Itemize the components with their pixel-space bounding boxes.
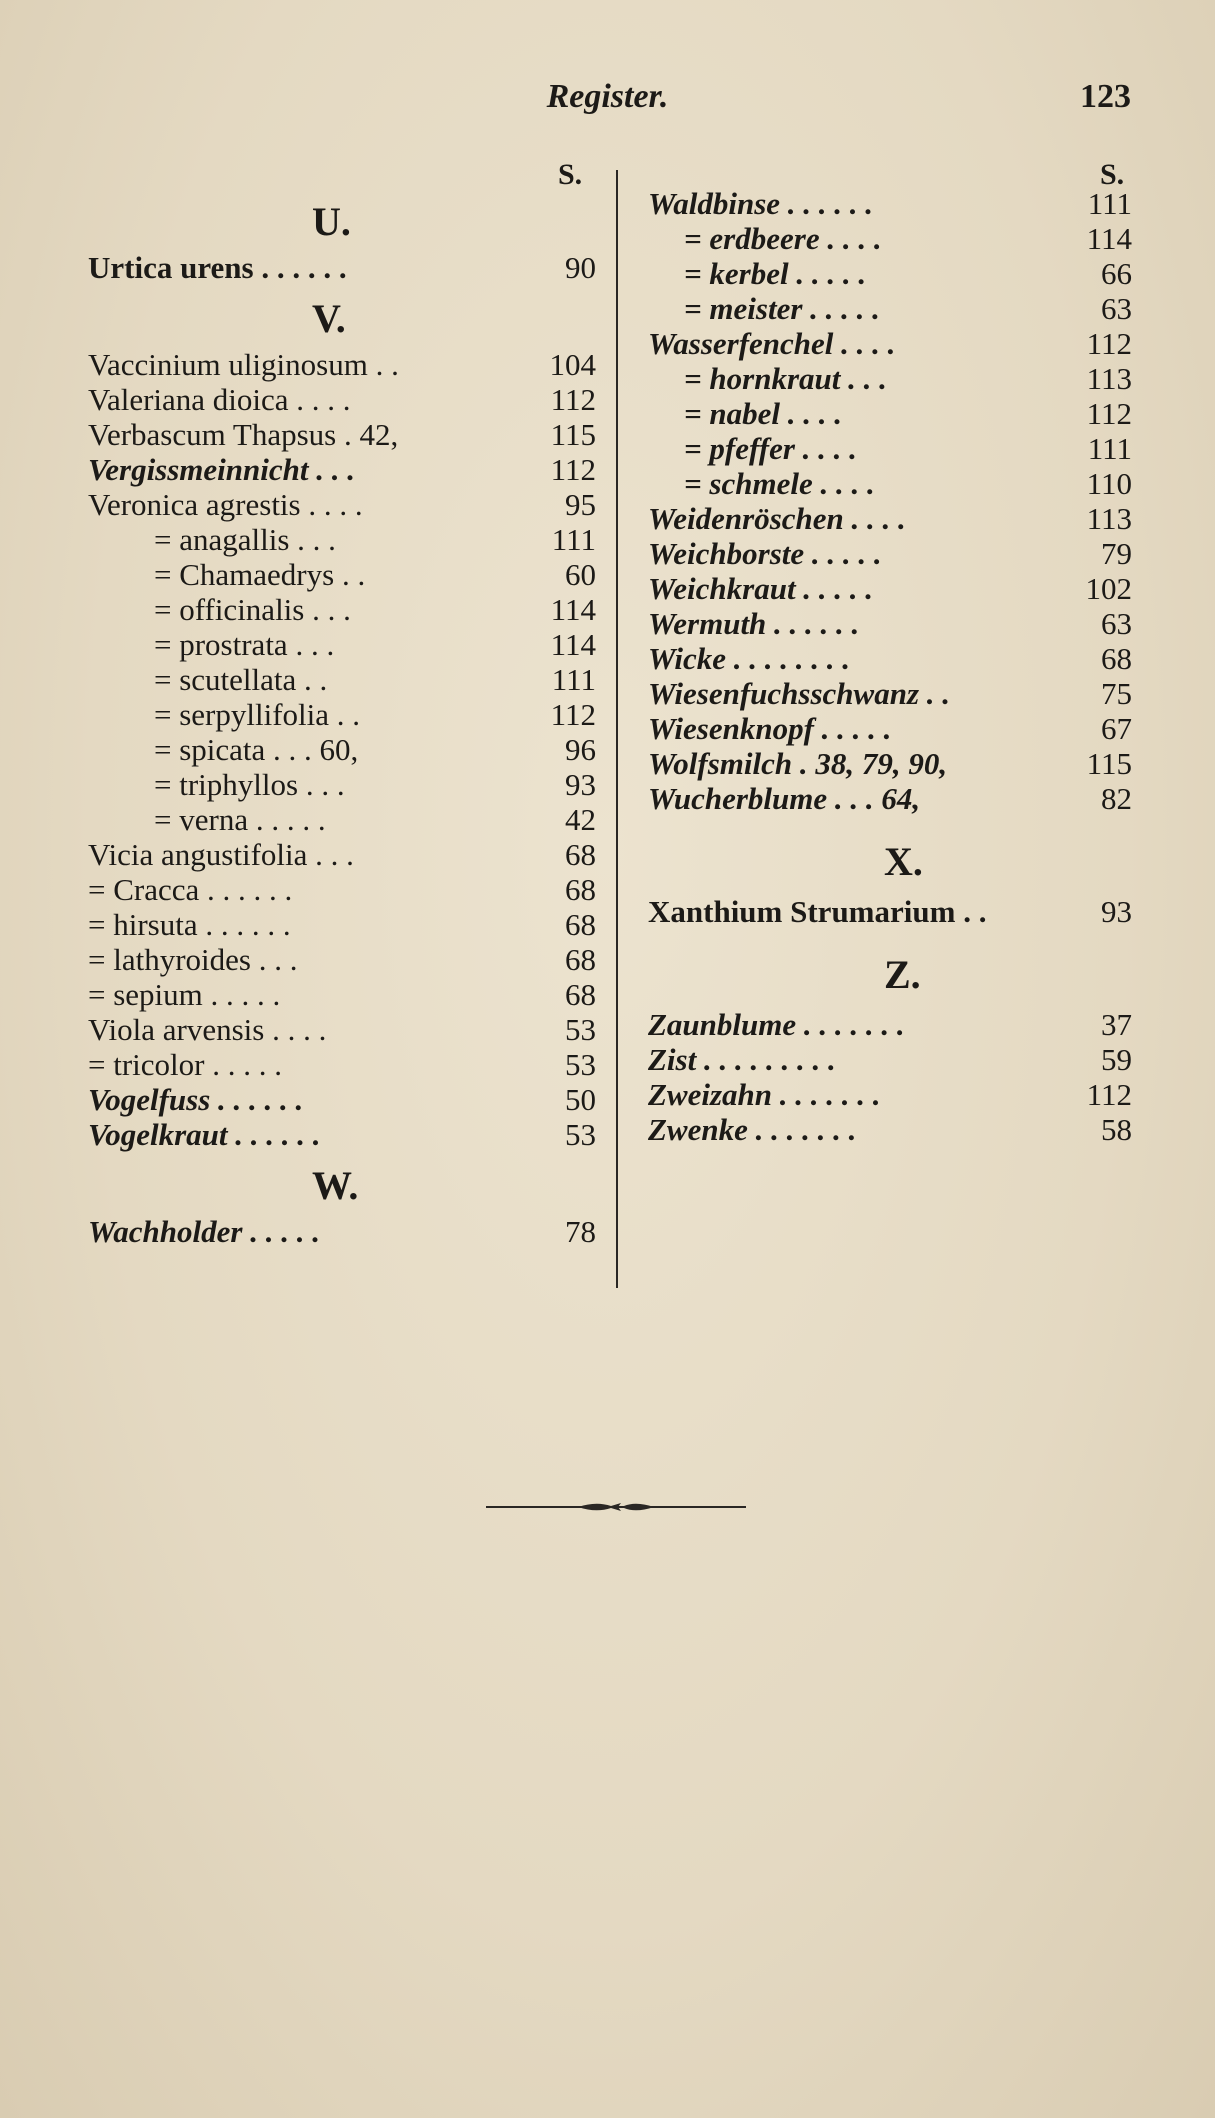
entry-page-ref: 68 [565, 907, 596, 942]
entry-term: Weidenröschen . . . . [648, 501, 906, 536]
entry-page-ref: 58 [1101, 1112, 1132, 1147]
entry-page-ref: 90 [565, 250, 596, 285]
index-entry [88, 1047, 596, 1083]
index-entry [648, 1042, 1132, 1078]
entry-term: Zist . . . . . . . . . [648, 1042, 836, 1077]
index-entry [648, 501, 1132, 537]
entry-term: Wachholder . . . . . [88, 1214, 320, 1249]
entry-term: Weichkraut . . . . . [648, 571, 874, 606]
page-column-header: S. [1100, 158, 1125, 191]
entry-page-ref: 50 [565, 1082, 596, 1117]
entry-term: = nabel . . . . [684, 396, 843, 431]
entry-page-ref: 59 [1101, 1042, 1132, 1077]
index-entry [88, 732, 596, 768]
index-entry [88, 347, 596, 383]
entry-term: Wolfsmilch . 38, 79, 90, [648, 746, 948, 781]
index-entry [648, 291, 1132, 327]
entry-term: = schmele . . . . [684, 466, 875, 501]
index-entry [88, 872, 596, 908]
section-letter: V. [312, 296, 346, 341]
entry-page-ref: 102 [1085, 571, 1132, 606]
entry-term: = kerbel . . . . . [684, 256, 867, 291]
page-number: 123 [1080, 78, 1131, 115]
entry-term: = triphyllos . . . [154, 767, 345, 802]
entry-term: Wucherblume . . . 64, [648, 781, 921, 816]
index-entry [648, 711, 1132, 747]
entry-term: Viola arvensis . . . . [88, 1012, 327, 1047]
index-entry [88, 1117, 596, 1153]
entry-term: = verna . . . . . [154, 802, 326, 837]
index-entry [648, 781, 1132, 817]
entry-page-ref: 115 [1086, 746, 1132, 781]
entry-page-ref: 114 [550, 592, 596, 627]
section-letter: U. [312, 199, 351, 244]
entry-page-ref: 96 [565, 732, 596, 767]
entry-term: = scutellata . . [154, 662, 328, 697]
entry-page-ref: 68 [565, 977, 596, 1012]
entry-term: = hornkraut . . . [684, 361, 887, 396]
entry-term: = hirsuta . . . . . . [88, 907, 291, 942]
index-entry [648, 536, 1132, 572]
entry-page-ref: 112 [1086, 396, 1132, 431]
entry-term: Xanthium Strumarium . . [648, 894, 987, 929]
entry-term: = prostrata . . . [154, 627, 335, 662]
index-entry [88, 627, 596, 663]
entry-page-ref: 68 [565, 837, 596, 872]
index-entry [648, 361, 1132, 397]
entry-page-ref: 111 [1087, 186, 1132, 221]
index-entry [88, 452, 596, 488]
entry-term: = spicata . . . 60, [154, 732, 359, 767]
entry-term: = pfeffer . . . . [684, 431, 857, 466]
entry-page-ref: 112 [1086, 1077, 1132, 1112]
entry-page-ref: 66 [1101, 256, 1132, 291]
entry-page-ref: 63 [1101, 291, 1132, 326]
entry-term: = Chamaedrys . . [154, 557, 366, 592]
entry-page-ref: 53 [565, 1047, 596, 1082]
entry-page-ref: 95 [565, 487, 596, 522]
entry-term: Wasserfenchel . . . . [648, 326, 896, 361]
index-entry [648, 396, 1132, 432]
index-entry [648, 186, 1132, 222]
entry-page-ref: 112 [550, 697, 596, 732]
index-entry [88, 592, 596, 628]
entry-page-ref: 67 [1101, 711, 1132, 746]
entry-page-ref: 68 [1101, 641, 1132, 676]
index-entry [648, 571, 1132, 607]
index-entry [648, 256, 1132, 292]
entry-term: = sepium . . . . . [88, 977, 281, 1012]
entry-page-ref: 111 [551, 522, 596, 557]
index-entry [88, 837, 596, 873]
index-entry [88, 487, 596, 523]
entry-page-ref: 63 [1101, 606, 1132, 641]
entry-term: Vogelfuss . . . . . . [88, 1082, 304, 1117]
entry-page-ref: 68 [565, 942, 596, 977]
entry-page-ref: 113 [1086, 361, 1132, 396]
entry-page-ref: 112 [550, 452, 596, 487]
index-entry [648, 606, 1132, 642]
entry-page-ref: 111 [1087, 431, 1132, 466]
column-divider [616, 170, 618, 1288]
entry-term: Valeriana dioica . . . . [88, 382, 351, 417]
index-entry [648, 641, 1132, 677]
index-entry [88, 802, 596, 838]
entry-page-ref: 111 [551, 662, 596, 697]
entry-term: Zweizahn . . . . . . . [648, 1077, 881, 1112]
index-entry [88, 1012, 596, 1048]
entry-term: = meister . . . . . [684, 291, 880, 326]
index-entry [88, 557, 596, 593]
entry-term: = tricolor . . . . . [88, 1047, 282, 1082]
index-entry [88, 417, 596, 453]
entry-page-ref: 82 [1101, 781, 1132, 816]
entry-term: = serpyllifolia . . [154, 697, 361, 732]
entry-term: = anagallis . . . [154, 522, 336, 557]
index-entry [648, 326, 1132, 362]
entry-term: Vergissmeinnicht . . . [88, 452, 355, 487]
index-entry [88, 250, 596, 286]
entry-term: Urtica urens . . . . . . [88, 250, 347, 285]
index-entry [648, 466, 1132, 502]
entry-term: Waldbinse . . . . . . [648, 186, 874, 221]
section-letter: X. [884, 839, 923, 884]
entry-term: Wermuth . . . . . . [648, 606, 860, 641]
entry-page-ref: 42 [565, 802, 596, 837]
entry-term: Wiesenfuchsschwanz . . [648, 676, 951, 711]
entry-page-ref: 78 [565, 1214, 596, 1249]
entry-page-ref: 60 [565, 557, 596, 592]
page-column-header: S. [558, 158, 583, 191]
index-entry [88, 907, 596, 943]
entry-page-ref: 114 [1086, 221, 1132, 256]
entry-term: Vaccinium uliginosum . . [88, 347, 399, 382]
entry-page-ref: 114 [550, 627, 596, 662]
index-entry [88, 1214, 596, 1250]
index-entry [88, 977, 596, 1013]
entry-term: = erdbeere . . . . [684, 221, 882, 256]
index-entry [88, 522, 596, 558]
entry-page-ref: 37 [1101, 1007, 1132, 1042]
index-entry [88, 662, 596, 698]
entry-page-ref: 104 [549, 347, 596, 382]
section-letter: Z. [884, 952, 921, 997]
section-letter: W. [312, 1163, 359, 1208]
entry-page-ref: 68 [565, 872, 596, 907]
decorative-rule-icon [486, 1500, 746, 1514]
index-entry [88, 1082, 596, 1118]
entry-page-ref: 115 [550, 417, 596, 452]
index-entry [648, 431, 1132, 467]
index-entry [88, 697, 596, 733]
entry-term: = Cracca . . . . . . [88, 872, 293, 907]
entry-page-ref: 110 [1086, 466, 1132, 501]
index-entry [88, 942, 596, 978]
index-entry [648, 746, 1132, 782]
entry-page-ref: 75 [1101, 676, 1132, 711]
index-entry [648, 221, 1132, 257]
entry-page-ref: 93 [565, 767, 596, 802]
entry-term: Veronica agrestis . . . . [88, 487, 363, 522]
entry-term: = officinalis . . . [154, 592, 351, 627]
entry-page-ref: 53 [565, 1117, 596, 1152]
entry-page-ref: 112 [550, 382, 596, 417]
page-header-title: Register. [546, 78, 669, 115]
entry-term: Vicia angustifolia . . . [88, 837, 354, 872]
entry-term: Verbascum Thapsus . 42, [88, 417, 399, 452]
entry-term: Zaunblume . . . . . . . [648, 1007, 905, 1042]
entry-page-ref: 112 [1086, 326, 1132, 361]
index-entry [648, 1112, 1132, 1148]
index-entry [648, 676, 1132, 712]
entry-term: Zwenke . . . . . . . [648, 1112, 857, 1147]
index-entry [648, 894, 1132, 930]
entry-page-ref: 79 [1101, 536, 1132, 571]
entry-term: Weichborste . . . . . [648, 536, 882, 571]
entry-page-ref: 93 [1101, 894, 1132, 929]
entry-page-ref: 53 [565, 1012, 596, 1047]
entry-term: Vogelkraut . . . . . . [88, 1117, 321, 1152]
entry-term: Wicke . . . . . . . . [648, 641, 851, 676]
entry-term: Wiesenknopf . . . . . [648, 711, 892, 746]
index-entry [648, 1077, 1132, 1113]
entry-term: = lathyroides . . . [88, 942, 298, 977]
index-entry [648, 1007, 1132, 1043]
entry-page-ref: 113 [1086, 501, 1132, 536]
index-entry [88, 767, 596, 803]
index-entry [88, 382, 596, 418]
